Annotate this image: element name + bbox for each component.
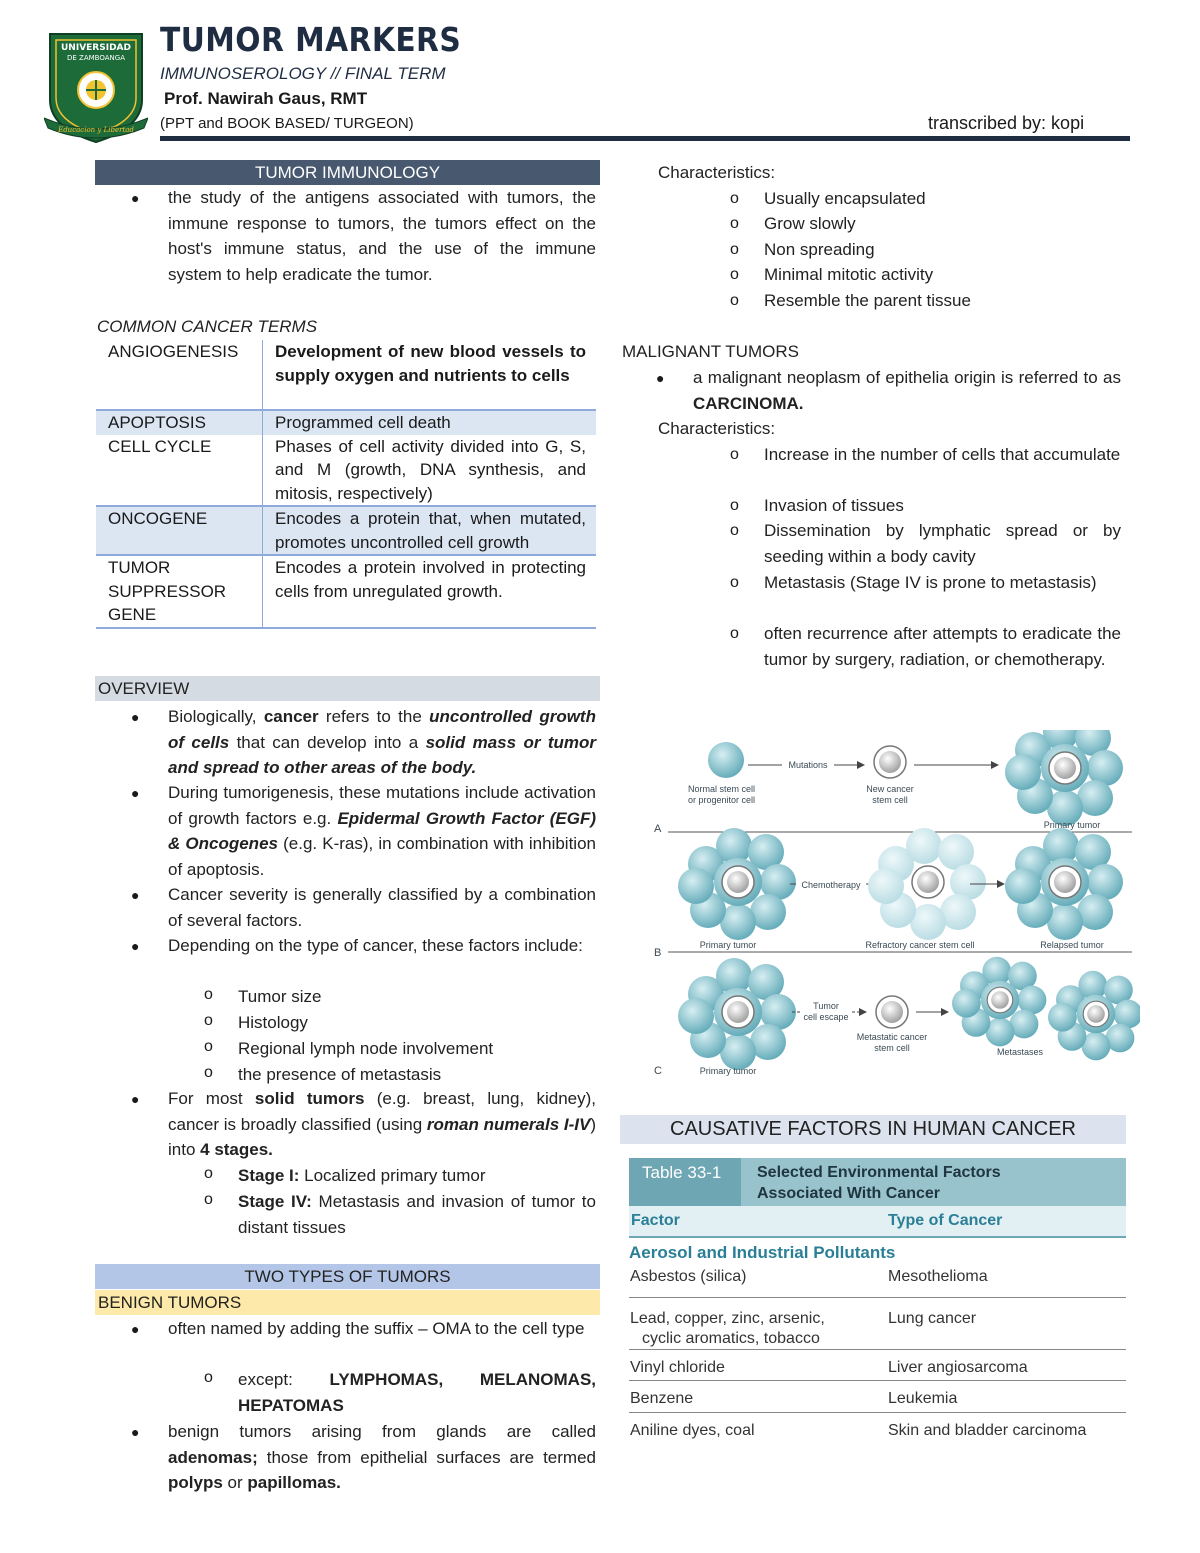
circle-bullet-icon: o [730,625,739,642]
cancer-terms-table [96,340,596,629]
circle-bullet-icon: o [204,1012,213,1029]
definition-cell: Phases of cell activity divided into G, S, and M (growth, DNA synthesis, and mitosis, respectively) [263,435,597,507]
factor-item: the presence of metastasis [238,1065,442,1084]
panel-c-label: C [654,1065,662,1077]
svg-text:Educacion y Libertad: Educacion y Libertad [58,126,134,134]
type-cell: Leukemia [888,1390,958,1407]
circle-bullet-icon: o [730,215,739,232]
factor-cell: Vinyl chloride [630,1359,725,1376]
malignant-bullet: a malignant neoplasm of epithelia origin is referred to as CARCINOMA. [693,368,1121,413]
label-metastatic: Metastatic cancer [856,1032,928,1042]
circle-bullet-icon: o [730,190,739,207]
table-row [629,1298,1126,1350]
circle-bullet-icon: o [204,1191,213,1208]
section-benign: BENIGN TUMORS [95,1290,600,1315]
section-causative-factors: CAUSATIVE FACTORS IN HUMAN CANCER [620,1115,1126,1144]
table-caption: Selected Environmental Factors Associated With Cancer [757,1164,1001,1202]
characteristic-item: Minimal mitotic activity [764,265,934,284]
benign-exception: except: LYMPHOMAS, MELANOMAS, HEPATOMAS [238,1370,596,1415]
table-row [96,506,596,555]
circle-bullet-icon: o [204,1064,213,1081]
panel-a-label: A [654,823,662,835]
term-cell: ONCOGENE [96,506,263,555]
characteristic-item: Invasion of tissues [764,496,904,515]
panel-b-label: B [654,947,662,959]
type-cell: Lung cancer [888,1310,977,1327]
circle-bullet-icon: o [730,241,739,258]
bullet-icon: ● [656,370,665,386]
bullet-icon: ● [131,709,140,725]
label-new-cancer: New cancer [866,784,914,794]
section-two-types: TWO TYPES OF TUMORS [95,1264,600,1289]
characteristic-item: Grow slowly [764,214,856,233]
svg-text:DE ZAMBOANGA: DE ZAMBOANGA [67,54,125,62]
bullet-icon: ● [131,1424,140,1440]
circle-bullet-icon: o [204,1165,213,1182]
table-group-heading: Aerosol and Industrial Pollutants [629,1243,896,1262]
table-row [96,555,596,628]
factor-cell: Aniline dyes, coal [630,1422,755,1439]
overview-bullet-2: During tumorigenesis, these mutations include activation of growth factors e.g. Epidermal Growth Factor (EGF) & Oncogenes (e.g. K-ras), in combination with inhibition of apoptosis. [168,783,596,879]
circle-bullet-icon: o [730,522,739,539]
table-tag: Table 33-1 [629,1158,741,1206]
bullet-icon: ● [131,938,140,954]
page-title: TUMOR MARKERS [160,20,462,59]
column-type: Type of Cancer [888,1212,1003,1229]
label-metastases: Metastases [996,1047,1044,1057]
overview-bullet-1: Biologically, cancer refers to the uncontrolled growth of cells that can develop into a solid mass or tumor and spread to other areas of the body. [168,707,596,777]
factor-cell: Asbestos (silica) [630,1268,747,1285]
label-normal-stem-cell: Normal stem cell [688,784,756,794]
term-cell: ANGIOGENESIS [96,340,263,410]
section-overview: OVERVIEW [95,676,600,701]
definition-cell: Encodes a protein that, when mutated, promotes uncontrolled cell growth [263,506,597,555]
bullet-icon: ● [131,1321,140,1337]
factor-cell-continued: cyclic aromatics, tobacco [642,1330,820,1347]
type-cell: Liver angiosarcoma [888,1359,1028,1376]
bullet-icon: ● [131,190,140,206]
term-cell: APOPTOSIS [96,410,263,435]
environmental-factors-table [629,1158,1126,1444]
table-row [96,435,596,507]
table-row [629,1381,1126,1413]
benign-bullet-2: benign tumors arising from glands are called adenomas; those from epithelial surfaces are termed polyps or papillomas. [168,1422,596,1492]
label-primary-tumor-b: Primary tumor [699,940,757,950]
overview-bullet-5: For most solid tumors (e.g. breast, lung, kidney), cancer is broadly classified (using roman numerals I-IV) into 4 stages. [168,1089,597,1159]
circle-bullet-icon: o [730,574,739,591]
professor-name: Prof. Nawirah Gaus, RMT [164,89,368,108]
circle-bullet-icon: o [730,446,739,463]
type-cell: Mesothelioma [888,1268,988,1285]
characteristic-item: Increase in the number of cells that accumulate [764,445,1121,464]
label-mutations: Mutations [788,760,828,770]
factor-item: Regional lymph node involvement [238,1039,494,1058]
overview-bullet-3: Cancer severity is generally classified by a combination of several factors. [168,885,596,930]
bullet-icon: ● [131,887,140,903]
term-cell: CELL CYCLE [96,435,263,507]
factor-cell: Benzene [630,1390,694,1407]
factor-cell: Lead, copper, zinc, arsenic, [630,1310,825,1327]
circle-bullet-icon: o [730,266,739,283]
benign-characteristics-heading: Characteristics: [658,163,776,182]
source-basis: (PPT and BOOK BASED/ TURGEON) [160,115,414,132]
table-row [96,340,596,410]
label-primary-tumor-c: Primary tumor [699,1066,757,1076]
university-logo [44,30,148,144]
label-relapsed: Relapsed tumor [1040,940,1104,950]
circle-bullet-icon: o [204,986,213,1003]
term-cell: TUMOR SUPPRESSOR GENE [96,555,263,628]
table-header [629,1158,1126,1206]
malignant-characteristics-heading: Characteristics: [658,419,776,438]
label-tumor-escape-2: cell escape [803,1012,849,1022]
benign-bullet-1: often named by adding the suffix – OMA to the cell type [168,1319,585,1338]
characteristic-item: Metastasis (Stage IV is prone to metastasis) [764,573,1097,592]
label-tumor-escape: Tumor [813,1001,839,1011]
circle-bullet-icon: o [730,292,739,309]
label-normal-stem-cell-2: or progenitor cell [688,795,756,805]
type-cell: Skin and bladder carcinoma [888,1422,1087,1439]
label-refractory: Refractory cancer stem cell [865,940,975,950]
characteristic-item: Non spreading [764,240,875,259]
bullet-icon: ● [131,1091,140,1107]
characteristic-item: often recurrence after attempts to eradicate the tumor by surgery, radiation, or chemotherapy. [764,624,1121,669]
table-row [96,410,596,435]
bullet-icon: ● [131,785,140,801]
characteristic-item: Resemble the parent tissue [764,291,971,310]
cancer-stem-cell-figure [620,730,1140,1085]
normal-stem-cell [708,742,744,778]
transcriber-credit: transcribed by: kopi [928,113,1085,133]
circle-bullet-icon: o [204,1369,213,1386]
stage-item: Stage I: Localized primary tumor [238,1166,486,1185]
characteristic-item: Dissemination by lymphatic spread or by seeding within a body cavity [764,521,1121,566]
definition-cell: Development of new blood vessels to supply oxygen and nutrients to cells [263,340,597,410]
subject-line: IMMUNOSEROLOGY // FINAL TERM [160,64,446,83]
definition-cell: Programmed cell death [263,410,597,435]
column-factor: Factor [631,1212,680,1229]
table-row [629,1350,1126,1381]
tumor-immunology-definition: the study of the antigens associated with tumors, the immune response to tumors, the tumors effect on the host's immune status, and the use of the immune system to help eradicate the tumor. [168,188,596,284]
svg-text:UNIVERSIDAD: UNIVERSIDAD [61,43,131,53]
circle-bullet-icon: o [204,1038,213,1055]
section-tumor-immunology: TUMOR IMMUNOLOGY [95,160,600,185]
label-primary-tumor-a: Primary tumor [1043,820,1101,830]
label-chemotherapy: Chemotherapy [801,880,861,890]
table-row [629,1413,1126,1444]
characteristic-item: Usually encapsulated [764,189,926,208]
malignant-heading: MALIGNANT TUMORS [622,342,799,361]
factor-item: Tumor size [238,987,322,1006]
header-rule [160,136,1130,141]
table-column-header [629,1206,1126,1238]
circle-bullet-icon: o [730,497,739,514]
table-row [629,1266,1126,1298]
cancer-terms-heading: COMMON CANCER TERMS [97,317,318,336]
label-metastatic-2: stem cell [874,1043,910,1053]
factor-item: Histology [238,1013,308,1032]
label-new-cancer-2: stem cell [872,795,908,805]
definition-cell: Encodes a protein involved in protecting cells from unregulated growth. [263,555,597,628]
stage-item: Stage IV: Metastasis and invasion of tumor to distant tissues [238,1192,596,1237]
overview-bullet-4: Depending on the type of cancer, these factors include: [168,936,583,955]
